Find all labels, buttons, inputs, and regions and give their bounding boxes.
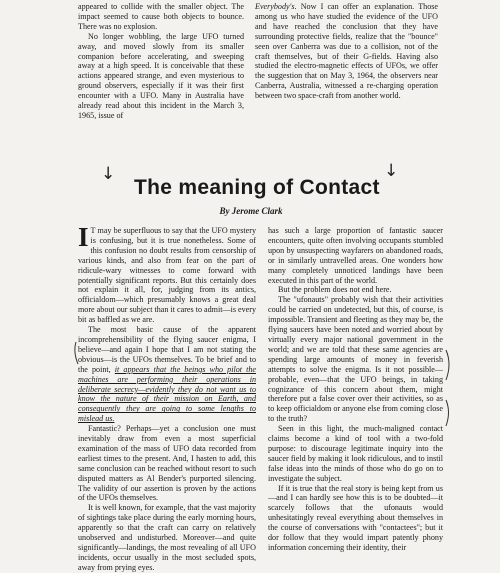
article-title: The meaning of Contact bbox=[134, 176, 380, 199]
paragraph bbox=[78, 325, 256, 424]
drop-cap: I bbox=[78, 222, 89, 252]
sentence: The most basic cause of the apparent incomprehensibility of the flying saucer enigma, I believe—and again I hope that I am not stating the obvious—is the UFOs themselves. To be brief and to the point, bbox=[78, 325, 256, 374]
paragraph bbox=[78, 222, 256, 325]
paragraph: appeared to collide with the smaller object. The impact seemed to cause both objects to bounce. There was no explosion. bbox=[78, 2, 244, 31]
article-byline: By Jerome Clark bbox=[219, 206, 283, 216]
emphasized-passage: it appears that the beings who pilot the machines are performing their operations in deliberate secrecy—evidently they do not want us to know the nature of their mission on Earth, and consequently they are going to some lengths to mislead us. bbox=[78, 364, 257, 424]
top-left-column bbox=[78, 2, 244, 121]
sentence: Those among us who have studied the evidence of the UFO and have reached the conclusion that they have surrounding protective fields, realize that the "bounce" seen over Canberra was due to a collision, not of the craft themselves, but of their G-fields. Having also studied the electro-magnetic effects of UFOs, we offer the suggestion that on May 3, 1964, the observers near Canberra, Australia, witnessed a re-charging operation between two space-craft from another world. bbox=[255, 2, 438, 101]
paragraph: The "ufonauts" probably wish that their activities could be carried on undetected, but this, of course, is impossible. Transient and fleeting as they may be, the flying saucers have been noted and worried about by virtually every major national government in the world; and we are told that these same agencies are spending large amounts of money in feverish attempts to solve the enigma. Is it not possible—probable, even—that the UFO beings, in taking cognizance of this concern about them, might therefore put a false cover over their activities, so as to keep officialdom or anyone else from coming close to the truth? bbox=[268, 295, 443, 424]
magazine-name: Everybody's bbox=[255, 2, 295, 11]
paragraph: has such a large proportion of fantastic saucer encounters, quite often involving occupants stumbled upon by unsuspecting wayfarers on abandoned roads, or in similarly untravelled areas. One wonders how many completely unnoticed landings have been executed in this part of the world. bbox=[268, 226, 443, 285]
paragraph bbox=[255, 2, 438, 101]
paragraph: But the problem does not end here. bbox=[278, 285, 392, 295]
paragraph: Seen in this light, the much-maligned contact claims become a kind of tool with a two-fold purpose: to discourage legitimate inquiry into the saucer field by making it look ridiculous, and to instil false ideas into the minds of those who do go on to investigate the subject. bbox=[268, 424, 443, 483]
paragraph: If it is true that the real story is being kept from us—and I can hardly see how this is to be doubted—it scarcely follows that the ufonauts would unhesitatingly reveal everything about themselves in the course of conversations with "contactees"; but it dor follow that they would impart patently phony information concerning their identity, their bbox=[268, 483, 443, 552]
paragraph: Fantastic? Perhaps—yet a conclusion one must inevitably draw from even a most superficial examination of the mass of UFO data recorded from earliest times to the present. And, I hasten to add, this same conclusion can be reached without resort to such disputed matters as Al Bender's purported silencing. The validity of our assertion is proven by the actions of the UFOs themselves. bbox=[78, 424, 256, 503]
margin-bracket-mark bbox=[446, 400, 449, 426]
arrow-down-icon: ↓ bbox=[384, 161, 399, 181]
paragraph: No longer wobbling, the large UFO turned away, and moved slowly from its smaller companion before accelerating, and sweeping away at a high speed. It is conceivable that these actions appeared strange, and even mysterious to ground observers, especially if it was their first encounter with a UFO. Many in Australia have already read about this incident in the March 3, 1965, issue of bbox=[78, 31, 244, 120]
paragraph: It is well known, for example, that the vast majority of sightings take place during the early morning hours, apparently so that the craft can carry on relatively unobserved and undisturbed. Moreover—and quite significantly—landings, the most revealing of all UFO incidents, occur usually in the most secluded spots, away from prying eyes. bbox=[78, 503, 256, 572]
body-right-column bbox=[268, 226, 443, 553]
arrow-down-icon: ↓ bbox=[101, 164, 116, 184]
sentence: T may be superfluous to say that the UFO mystery is confusing, but it is true nonetheless. Some of this confusion no doubt results from censorship of various kinds, and also from fear on the part of ridicule-wary witnesses to come forward with potentially significant reports. But this certainly does not explain it all, for, judging from its antics, officialdom—which presumably knows a great deal more about our subject than it cares to admit—is every bit as baffled as we are. bbox=[78, 226, 256, 325]
sentence: . Now I can offer an explanation. bbox=[294, 2, 415, 11]
body-left-column bbox=[78, 222, 257, 573]
top-right-column bbox=[255, 2, 438, 101]
margin-bracket-mark bbox=[446, 350, 449, 380]
